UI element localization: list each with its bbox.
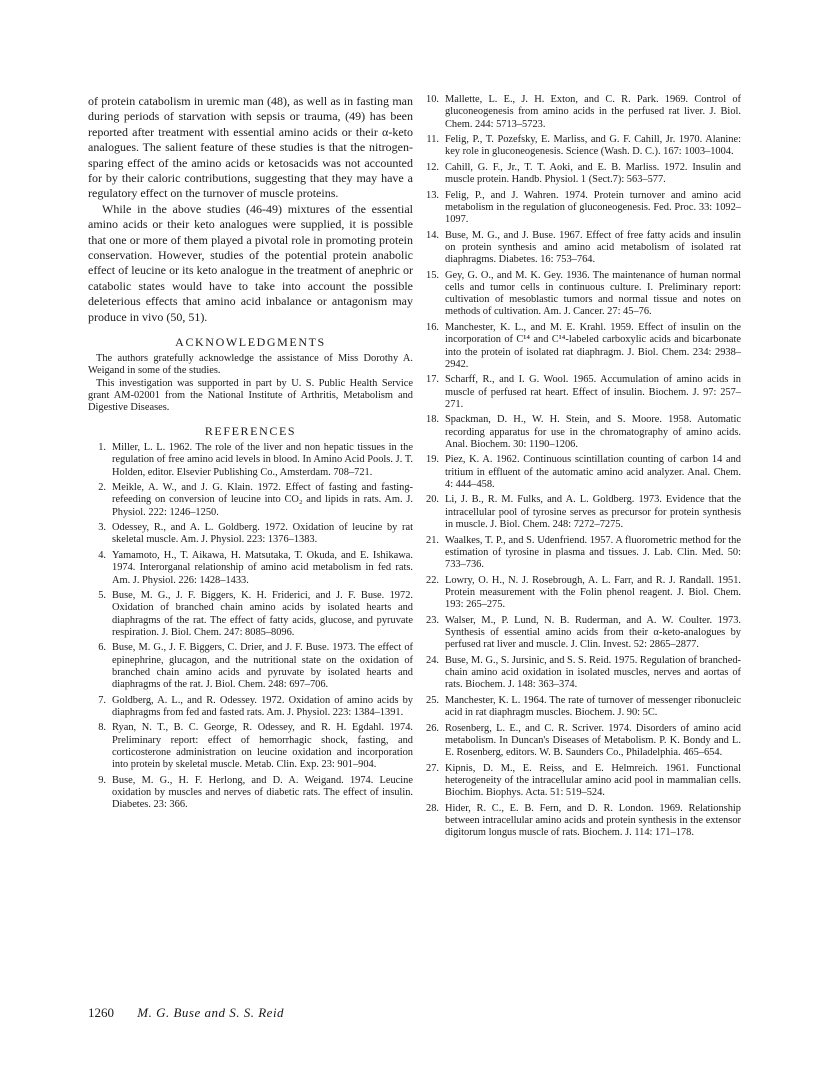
reference-number: 7. <box>98 694 106 706</box>
reference-number: 18. <box>426 414 439 426</box>
reference-text: Rosenberg, L. E., and C. R. Scriver. 1974. Disorders of amino acid metabolism. In Duncan's Diseases of Metabolism. P. K. Bondy and L. E. Rosenberg, editors. W. B. Saunders Co., Philadelphia. 465–654. <box>445 722 741 758</box>
reference-text: Gey, G. O., and M. K. Gey. 1936. The maintenance of human normal cells and tumor cells in continuous culture. I. Preliminary report: cultivation of mesoblastic tumors and normal tissue and notes on methods of cultivation. Am. J. Cancer. 27: 45–76. <box>445 269 741 318</box>
acknowledgments-text-2: This investigation was supported in part by U. S. Public Health Service grant AM-02001 from the National Institute of Arthritis, Metabolism and Digestive Diseases. <box>88 377 413 413</box>
reference-item <box>421 655 741 692</box>
acknowledgments-heading: ACKNOWLEDGMENTS <box>175 335 326 350</box>
reference-text: Spackman, D. H., W. H. Stein, and S. Moore. 1958. Automatic recording apparatus for use in the chromatography of amino acids. Anal. Biochem. 30: 1190–1206. <box>445 414 741 450</box>
reference-number: 2. <box>98 482 106 494</box>
reference-list-left <box>88 442 413 811</box>
reference-item <box>88 522 413 547</box>
reference-text: Buse, M. G., S. Jursinic, and S. S. Reid. 1975. Regulation of branched-chain amino acid oxidation in isolated muscles, nerves and aortas of rats. Biochem. J. 148: 363–374. <box>445 654 741 691</box>
reference-item <box>421 763 741 800</box>
reference-number: 14. <box>426 229 439 241</box>
reference-item <box>88 722 413 771</box>
reference-item <box>421 94 741 131</box>
reference-item <box>88 550 413 587</box>
reference-number: 6. <box>98 642 106 654</box>
reference-number: 5. <box>98 590 106 602</box>
reference-number: 26. <box>426 722 439 734</box>
reference-item <box>88 775 413 812</box>
reference-item <box>421 322 741 371</box>
reference-item <box>88 482 413 519</box>
left-column <box>88 94 413 815</box>
reference-number: 20. <box>426 494 439 506</box>
reference-number: 24. <box>426 654 439 666</box>
reference-text: Hider, R. C., E. B. Fern, and D. R. London. 1969. Relationship between intracellular amino acids and protein synthesis in the extensor digitorum longus muscle of rats. Biochem. J. 114: 171–178. <box>445 802 741 839</box>
references-heading: REFERENCES <box>204 424 297 439</box>
reference-item <box>421 270 741 319</box>
reference-number: 4. <box>98 550 106 561</box>
reference-text: Waalkes, T. P., and S. Udenfriend. 1957. A fluorometric method for the estimation of tyrosine in plasma and tissues. J. Lab. Clin. Med. 50: 733–736. <box>445 534 741 571</box>
reference-item <box>421 190 741 227</box>
reference-item <box>421 414 741 451</box>
reference-number: 3. <box>98 522 106 534</box>
reference-text: Walser, M., P. Lund, N. B. Ruderman, and A. W. Coulter. 1973. Synthesis of essential amino acids from their α-keto-analogues by perfused rat liver and muscle. J. Clin. Invest. 52: 2865–2877. <box>445 614 741 651</box>
reference-text: Buse, M. G., H. F. Herlong, and D. A. Weigand. 1974. Leucine oxidation by muscles and nerves of diabetic rats. The effect of insulin. Diabetes. 23: 366. <box>112 774 413 811</box>
reference-text: Lowry, O. H., N. J. Rosebrough, A. L. Farr, and R. J. Randall. 1951. Protein measurement with the Folin phenol reagent. J. Biol. Chem. 193: 265–275. <box>445 574 741 611</box>
reference-item <box>421 454 741 491</box>
reference-text: Felig, P., and J. Wahren. 1974. Protein turnover and amino acid metabolism in the regulation of gluconeogenesis. Fed. Proc. 33: 1092–1097. <box>445 189 741 226</box>
reference-text: Manchester, K. L., and M. E. Krahl. 1959. Effect of insulin on the incorporation of C¹⁴ and C¹⁴-labeled carboxylic acids and bicarbonate into the protein of isolated rat diaphragm. J. Biol. Chem. 234: 2938–2942. <box>445 322 741 370</box>
reference-item <box>421 615 741 652</box>
reference-number: 17. <box>426 374 439 386</box>
right-column <box>421 94 741 843</box>
body-paragraph-1: of protein catabolism in uremic man (48), as well as in fasting man during periods of starvation with sepsis or trauma, (49) has been reported after treatment with essential amino acids or their α-keto analogues. The salient feature of these studies is that the nitrogen-sparing effect of the amino acids or ketosacids was not accounted for by their caloric contributions, suggesting that they may have a regulatory effect on the turnover of muscle proteins. <box>88 94 413 201</box>
reference-item <box>421 374 741 411</box>
page-footer <box>88 1005 284 1021</box>
reference-item <box>421 162 741 187</box>
reference-number: 12. <box>426 161 439 173</box>
reference-text: Miller, L. L. 1962. The role of the liver and non hepatic tissues in the regulation of free amino acid levels in blood. In Amino Acid Pools. J. T. Holden, editor. Elsevier Publishing Co., Amsterdam. 708–721. <box>112 442 413 478</box>
reference-number: 25. <box>426 694 439 706</box>
reference-list-right <box>421 94 741 839</box>
reference-text: Yamamoto, H., T. Aikawa, H. Matsutaka, T. Okuda, and E. Ishikawa. 1974. Interorganal relationship of amino acid metabolism in fed rats. Am. J. Physiol. 226: 1428–1433. <box>112 550 413 586</box>
reference-number: 19. <box>426 454 439 466</box>
reference-number: 13. <box>426 189 439 201</box>
reference-text: Cahill, G. F., Jr., T. T. Aoki, and E. B. Marliss. 1972. Insulin and muscle protein. Handb. Physiol. 1 (Sect.7): 563–577. <box>445 161 741 186</box>
reference-number: 23. <box>426 614 439 626</box>
reference-item <box>88 442 413 479</box>
reference-number: 9. <box>98 774 106 786</box>
reference-item <box>88 642 413 691</box>
reference-text: Scharff, R., and I. G. Wool. 1965. Accumulation of amino acids in muscle of perfused rat heart. Effect of insulin. Biochem. J. 97: 257–271. <box>445 374 741 410</box>
reference-item <box>88 590 413 639</box>
body-paragraph-2: While in the above studies (46-49) mixtures of the essential amino acids or their keto analogues were supplied, it is possible that one or more of them played a pivotal role in promoting protein conservation. However, studies of the potential protein anabolic effect of leucine or its keto analogue in the treatment of anephric or catabolic states would have to take into account the possible deleterious effects that amino acid inbalance or antagonism may produce in vivo (50, 51). <box>88 201 413 324</box>
reference-text: Buse, M. G., and J. Buse. 1967. Effect of free fatty acids and insulin on protein synthesis and amino acid metabolism of isolated rat diaphragms. Diabetes. 16: 753–764. <box>445 229 741 266</box>
reference-number: 11. <box>426 134 439 146</box>
reference-number: 22. <box>426 574 439 586</box>
reference-item <box>421 723 741 760</box>
reference-number: 1. <box>98 442 106 454</box>
reference-number: 8. <box>98 722 106 734</box>
reference-item <box>88 695 413 720</box>
reference-item <box>421 134 741 159</box>
reference-number: 10. <box>426 94 439 105</box>
reference-number: 16. <box>426 322 439 334</box>
reference-text: Kipnis, D. M., E. Reiss, and E. Helmreich. 1961. Functional heterogeneity of the intracellular amino acid pool in mammalian cells. Biochim. Biophys. Acta. 51: 519–524. <box>445 762 741 799</box>
reference-text: Ryan, N. T., B. C. George, R. Odessey, and R. H. Egdahl. 1974. Preliminary report: effect of hemorrhagic shock, fasting, and corticosterone administration on leucine oxidation and incorporation into protein by skeletal muscle. Metab. Clin. Exp. 23: 901–904. <box>112 722 413 771</box>
reference-text: Manchester, K. L. 1964. The rate of turnover of messenger ribonucleic acid in rat diaphragm muscles. Biochem. J. 90: 5C. <box>445 694 741 718</box>
reference-item <box>421 803 741 840</box>
reference-item <box>421 535 741 572</box>
reference-text: Mallette, L. E., J. H. Exton, and C. R. Park. 1969. Control of gluconeogenesis from amino acids in the perfused rat liver. J. Biol. Chem. 244: 5713–5723. <box>445 94 741 130</box>
reference-number: 28. <box>426 802 439 814</box>
reference-text: Buse, M. G., J. F. Biggers, K. H. Friderici, and J. F. Buse. 1972. Oxidation of branched chain amino acids by isolated hearts and diaphragms of the rat. The effect of fatty acids, glucose, and pyruvate respiration. J. Biol. Chem. 247: 8085–8096. <box>112 590 413 638</box>
reference-text: Meikle, A. W., and J. G. Klain. 1972. Effect of fasting and fasting-refeeding on conversion of leucine into CO₂ and lipids in rats. Am. J. Physiol. 222: 1246–1250. <box>112 482 413 518</box>
reference-text: Felig, P., T. Pozefsky, E. Marliss, and G. F. Cahill, Jr. 1970. Alanine: key role in gluconeogenesis. Science (Wash. D. C.). 167: 1003–1004. <box>445 134 741 158</box>
reference-item <box>421 575 741 612</box>
page-number: 1260 <box>88 1005 114 1020</box>
reference-text: Piez, K. A. 1962. Continuous scintillation counting of carbon 14 and tritium in effluent of the automatic amino acid analyzer. Anal. Chem. 4: 444–458. <box>445 454 741 490</box>
reference-item <box>421 230 741 267</box>
reference-text: Buse, M. G., J. F. Biggers, C. Drier, and J. F. Buse. 1973. The effect of epinephrine, glucagon, and the nutritional state on the oxidation of branched chain amino acids and pyruvate by isolated hearts and diaphragms of the rat. J. Biol. Chem. 248: 697–706. <box>112 642 413 691</box>
reference-text: Goldberg, A. L., and R. Odessey. 1972. Oxidation of amino acids by diaphragms from fed and fasted rats. Am. J. Physiol. 223: 1384–1391. <box>112 694 413 718</box>
running-authors: M. G. Buse and S. S. Reid <box>137 1005 285 1020</box>
reference-text: Li, J. B., R. M. Fulks, and A. L. Goldberg. 1973. Evidence that the intracellular pool of tyrosine serves as precursor for protein synthesis in muscle. J. Biol. Chem. 248: 7272–7275. <box>445 494 741 530</box>
reference-number: 21. <box>426 534 439 546</box>
reference-item <box>421 695 741 720</box>
reference-number: 27. <box>426 762 439 774</box>
reference-item <box>421 494 741 531</box>
acknowledgments-text-1: The authors gratefully acknowledge the assistance of Miss Dorothy A. Weigand in some of the studies. <box>88 353 413 377</box>
reference-number: 15. <box>426 269 439 281</box>
reference-text: Odessey, R., and A. L. Goldberg. 1972. Oxidation of leucine by rat skeletal muscle. Am. J. Physiol. 223: 1376–1383. <box>112 522 413 546</box>
